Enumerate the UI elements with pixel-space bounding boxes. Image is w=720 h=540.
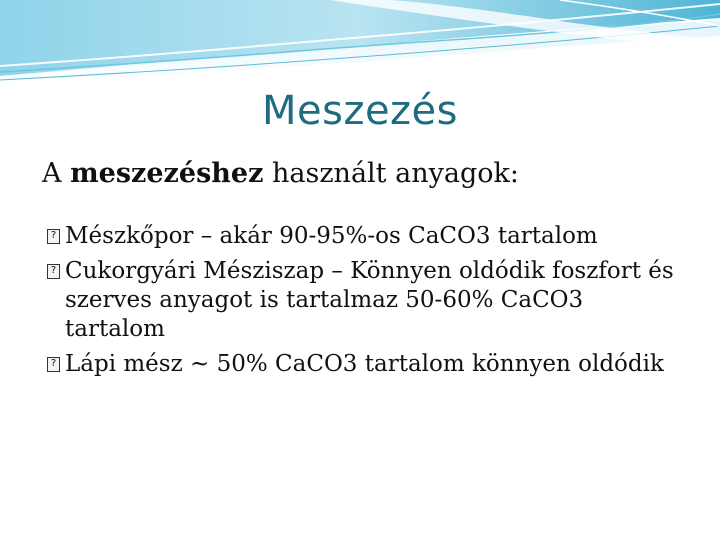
bullet-item xyxy=(47,350,687,379)
missing-glyph-icon: ? xyxy=(47,264,60,279)
slide-subtitle xyxy=(42,158,519,189)
missing-glyph-icon: ? xyxy=(47,357,60,372)
subtitle-suffix: használt anyagok: xyxy=(263,158,519,189)
subtitle-prefix: A xyxy=(42,158,71,189)
missing-glyph-icon: ? xyxy=(47,229,60,244)
bullet-item xyxy=(47,257,687,344)
bullet-text: Mészkőpor – akár 90-95%-os CaCO3 tartalom xyxy=(65,223,598,249)
subtitle-bold: meszezéshez xyxy=(70,158,264,189)
bullet-text: Lápi mész ~ 50% CaCO3 tartalom könnyen oldódik xyxy=(65,351,664,377)
bullet-list xyxy=(47,222,687,385)
slide-title: Meszezés xyxy=(261,88,458,134)
bullet-text: Cukorgyári Mésziszap – Könnyen oldódik foszfort és szerves anyagot is tartalmaz 50-60% CaCO3 tartalom xyxy=(65,258,674,342)
bullet-item xyxy=(47,222,687,251)
